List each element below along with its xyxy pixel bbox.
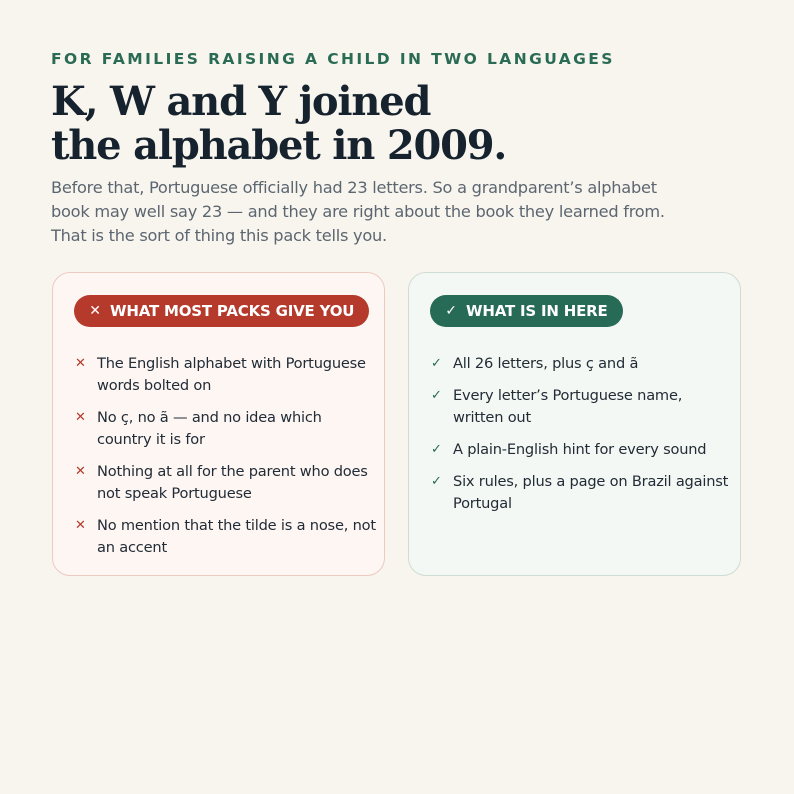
cross-icon: ✕ [75,356,86,371]
headline-line: the alphabet in 2009. [51,122,507,169]
headline-line: K, W and Y joined [51,78,431,125]
intro-line: That is the sort of thing this pack tells you. [51,226,387,245]
check-icon: ✓ [445,303,457,319]
check-icon: ✓ [431,442,442,457]
badge-label: WHAT MOST PACKS GIVE YOU [110,302,355,320]
intro-paragraph [51,176,711,248]
list-item: ✕ No mention that the tilde is a nose, not an accent [75,517,376,556]
this-pack-list [431,353,731,525]
other-packs-badge [74,295,369,327]
this-pack-badge [430,295,623,327]
cross-icon: ✕ [75,518,86,533]
intro-line: book may well say 23 — and they are right about the book they learned from. [51,202,665,221]
check-icon: ✓ [431,388,442,403]
list-item: ✓ All 26 letters, plus ç and ã [431,353,731,375]
this-pack-card [408,272,741,576]
list-item: ✓ Every letter’s Portuguese name, written out [431,387,683,426]
list-item: ✕ No ç, no ã — and no idea which country it is for [75,409,322,448]
eyebrow-tagline: FOR FAMILIES RAISING A CHILD IN TWO LANGUAGES [51,50,615,68]
list-item: ✓ A plain-English hint for every sound [431,439,731,461]
badge-label: WHAT IS IN HERE [466,302,608,320]
other-packs-card [52,272,385,576]
cross-icon: ✕ [75,464,86,479]
list-item: ✕ Nothing at all for the parent who does not speak Portuguese [75,463,368,502]
check-icon: ✓ [431,474,442,489]
check-icon: ✓ [431,356,442,371]
other-packs-list [75,353,375,569]
list-item: ✕ The English alphabet with Portuguese words bolted on [75,355,366,394]
intro-line: Before that, Portuguese officially had 23 letters. So a grandparent’s alphabet [51,178,657,197]
cross-icon: ✕ [89,303,101,319]
cross-icon: ✕ [75,410,86,425]
list-item: ✓ Six rules, plus a page on Brazil against Portugal [431,473,729,512]
page-headline [51,80,506,168]
